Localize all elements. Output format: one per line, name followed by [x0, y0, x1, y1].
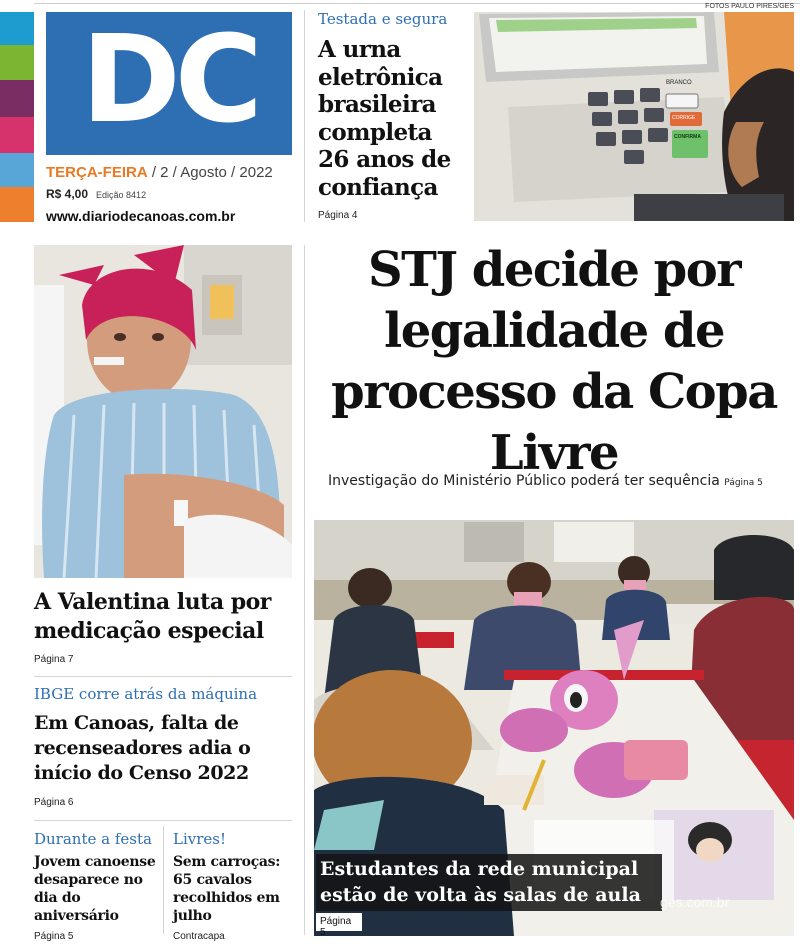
livres-page: Contracapa: [173, 931, 225, 942]
color-stripe-1: [0, 12, 34, 45]
valentina-page: Página 7: [34, 654, 74, 665]
censo-kicker: IBGE corre atrás da máquina: [34, 685, 258, 703]
urna-kicker: Testada e segura: [318, 10, 448, 28]
color-stripe-2: [0, 45, 34, 80]
column-rule-left: [304, 245, 305, 935]
edition-number: Edição 8412: [96, 190, 147, 200]
valentina-photo: [34, 245, 292, 578]
main-subhead-text: Investigação do Ministério Público poderá ter sequência: [328, 473, 720, 489]
censo-headline[interactable]: Em Canoas, falta de recenseadores adia o início do Censo 2022: [34, 712, 251, 784]
valentina-headline[interactable]: A Valentina luta por medicação especial: [34, 589, 271, 644]
main-headline[interactable]: STJ decide por legalidade de processo da Copa Livre: [331, 242, 777, 481]
section-rule-2: [34, 820, 292, 821]
main-page: Página 5: [724, 478, 763, 488]
date-rest: / 2 / Agosto / 2022: [147, 164, 273, 181]
festa-page: Página 5: [34, 931, 74, 942]
main-subhead: [328, 473, 763, 489]
weekday: TERÇA-FEIRA: [46, 164, 148, 181]
top-rule: [34, 3, 800, 4]
voting-machine-photo: [474, 12, 794, 221]
price-value: R$ 4,00: [46, 187, 89, 201]
livres-headline[interactable]: Sem carroças: 65 cavalos recolhidos em julho: [173, 854, 281, 924]
column-rule-top: [304, 10, 305, 222]
students-page: Página 5: [316, 913, 362, 931]
section-rule-1: [34, 676, 292, 677]
key-branco-label: BRANCO: [666, 80, 692, 86]
students-caption[interactable]: Estudantes da rede municipal estão de volta às salas de aula: [316, 854, 662, 911]
photo-credit: FOTOS PAULO PIRES/GES: [705, 3, 794, 10]
color-stripe-4: [0, 117, 34, 153]
livres-kicker: Livres!: [173, 830, 227, 848]
urna-page: Página 4: [318, 210, 358, 221]
column-rule-brief: [163, 826, 164, 934]
photo-watermark: ges.com.br: [660, 894, 730, 910]
urna-headline[interactable]: A urna eletrônica brasileira completa 26 anos de confiança: [318, 36, 451, 201]
issue-price: [46, 187, 146, 201]
color-stripe-3: [0, 80, 34, 117]
festa-headline[interactable]: Jovem canoense desaparece no dia do aniversário: [34, 854, 156, 924]
festa-kicker: Durante a festa: [34, 830, 152, 848]
key-corrige-label: CORRIGE: [672, 115, 696, 121]
color-stripe-5: [0, 153, 34, 187]
website-link[interactable]: www.diariodecanoas.com.br: [46, 208, 236, 224]
logo-text: DC: [81, 11, 257, 150]
issue-date: [46, 164, 273, 181]
newspaper-logo[interactable]: [46, 12, 292, 155]
key-confirma-label: CONFIRMA: [674, 134, 701, 140]
color-stripe-6: [0, 187, 34, 222]
censo-page: Página 6: [34, 797, 74, 808]
